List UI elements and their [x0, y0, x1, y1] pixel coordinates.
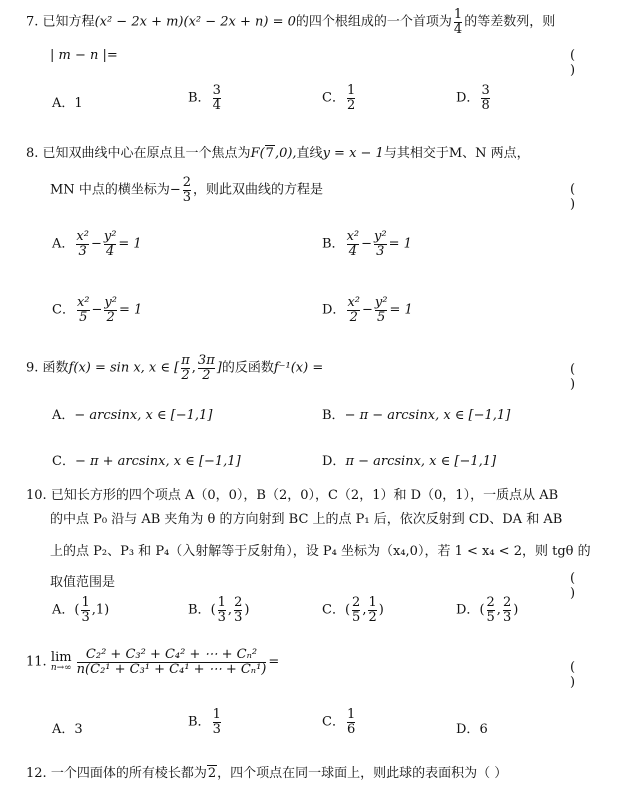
question-text: 已知方程 — [42, 14, 95, 30]
fraction: $\frac{2}{3}$ — [182, 175, 192, 205]
option-d: D．π − arcsinx, x ∈ [−1,1] — [322, 454, 497, 469]
numerator: 1 — [453, 7, 463, 22]
option-c: C． $\frac{1}{6}$ — [322, 707, 356, 737]
answer-parentheses: ( ) — [570, 182, 600, 212]
question-text: 上的点 P₂、P₃ 和 P₄（入射解等于反射角），设 P₄ 坐标为（x₄,0），若 1 < x₄ < 2，则 tgθ 的 — [50, 544, 591, 559]
answer-parentheses: ( ) — [570, 571, 600, 601]
question-number: 10. — [26, 488, 47, 503]
question-number: 7. — [26, 14, 39, 30]
option-a: A．1 — [52, 96, 83, 111]
option-b: B．( $\frac{1}{3}$ , $\frac{2}{3}$ ) — [188, 595, 250, 625]
question-text: | m − n |= — [50, 48, 118, 63]
function-def: f(x) = sin x, x ∈ [ — [68, 360, 180, 376]
question-text: 的中点 P₀ 沿与 AB 夹角为 θ 的方向射到 BC 上的点 P₁ 后，依次反射到 CD、DA 和 AB — [50, 512, 563, 527]
option-d: D． $\frac{3}{8}$ — [456, 83, 490, 113]
question-number: 9. — [26, 360, 39, 376]
option-a: A．− arcsinx, x ∈ [−1,1] — [52, 408, 213, 423]
equation: (x² − 2x + m)(x² − 2x + n) = 0 — [94, 14, 296, 30]
limit-operator: lim n→∞ — [50, 650, 72, 674]
option-c: C． $\frac{\text{x²}}{5}$ − $\frac{\text{y²}}{2}$ = 1 — [52, 295, 143, 325]
option-a: A． $\frac{\text{x²}}{3}$ − $\frac{\text{y²}}{4}$ = 1 — [52, 229, 142, 259]
limit-fraction: $\frac{\text{C₂² + C₃² + C₄² + ⋯ + Cₙ²}}{\text{n(C₂¹ + C₃¹ + C₄¹ + ⋯ + Cₙ¹)}}$ — [76, 647, 267, 677]
option-b: B． $\frac{\text{x²}}{4}$ − $\frac{\text{y²}}{3}$ = 1 — [322, 229, 412, 259]
answer-parentheses: ( ) — [570, 48, 600, 78]
option-b: B．− π − arcsinx, x ∈ [−1,1] — [322, 408, 511, 423]
question-number: 11. — [26, 654, 47, 670]
option-d: D．( $\frac{2}{5}$ , $\frac{2}{3}$ ) — [456, 595, 519, 625]
option-d: D．6 — [456, 722, 488, 737]
question-text: 的等差数列，则 — [464, 14, 556, 30]
question-text: 取值范围是 — [50, 575, 116, 590]
exam-page: 7. 已知方程(x² − 2x + m)(x² − 2x + n) = 0的四个根组成的一个首项为 $\frac{1}{4}$ 的等差数列，则 | m − n |= ( ) A．1 B． $\frac{3}{4}$ C． $\frac{1}{2}$ D． $\frac{3}{8}$ 8. 已知双曲线中心在原点且一个焦点为F(7,0),直线y = x − 1与其相交于M、N 两点， MN 中点的横坐标为− $\frac{2}{3}$ ，则此双曲线的方程是 ( ) A． $\frac{\text{x²}}{3}$ − $\frac{\text{y²}}{4}$ = 1 B． $\frac{\text{x²}}{4}$ − $\frac{\text{y²}}{3}$ = 1 C． $\frac{\text{x²}}{5}$ − $\frac{\text{y²}}{2}$ = 1 D． $\frac{\text{x²}}{2}$ − $\frac{\text{y²}}{5}$ = 1 9. 函数f(x) = sin x, x ∈ [ $\frac{\pi}{2}$ , $\frac{3\pi}{2}$ ]的反函数f⁻¹(x) = ( ) A．− arcsinx, x ∈ [−1,1] B．− π − arcsinx, x ∈ [−1,1] C．− π + arcsinx, x ∈ [−1,1] D．π − arcsinx, x ∈ [−1,1] 10. 已知长方形的四个项点 A（0，0），B（2，0），C（2，1）和 D（0，1），一质点从 AB 的中点 P₀ 沿与 AB 夹角为 θ 的方向射到 BC 上的点 P₁ 后，依次反射到 CD、DA 和 AB 上的点 P₂、P₃ 和 P₄（入射解等于反射角），设 P₄ 坐标为（x₄,0），若 1 < x₄ < 2，则 tgθ 的 取值范围是 ( ) A．( $\frac{1}{3}$ ,1) B．( $\frac{1}{3}$ , $\frac{2}{3}$ ) C．( $\frac{2}{5}$ , $\frac{1}{2}$ ) D．( $\frac{2}{5}$ , $\frac{2}{3}$ ) 11. lim n→∞ $\frac{\text{C₂² + C₃² + C₄² + ⋯ + Cₙ²}}{\text{n(C₂¹ + C₃¹ + C₄¹ + ⋯ + Cₙ¹)}}$ = ( ) A．3 B． $\frac{1}{3}$ C． $\frac{1}{6}$ D．6 12. 一个四面体的所有棱长都为2，四个项点在同一球面上，则此球的表面积为（ ） — [0, 0, 640, 806]
question-number: 12. — [26, 766, 47, 781]
option-d: D． $\frac{\text{x²}}{2}$ − $\frac{\text{y²}}{5}$ = 1 — [322, 295, 413, 325]
fraction — [454, 8, 462, 36]
question-number: 8. — [26, 146, 39, 161]
denominator: 4 — [453, 21, 463, 37]
option-b: B． $\frac{3}{4}$ — [188, 83, 221, 113]
option-c: C．− π + arcsinx, x ∈ [−1,1] — [52, 454, 241, 469]
square-root: 7 — [265, 146, 274, 161]
inverse-function: f⁻¹(x) = — [273, 360, 324, 376]
answer-parentheses: ( ) — [570, 362, 600, 392]
question-text: 的四个根组成的一个首项为 — [295, 14, 452, 30]
option-a: A．3 — [52, 722, 83, 737]
answer-parentheses: ( ) — [570, 660, 600, 690]
square-root: 2 — [207, 766, 217, 781]
option-c: C．( $\frac{2}{5}$ , $\frac{1}{2}$ ) — [322, 595, 384, 625]
option-b: B． $\frac{1}{3}$ — [188, 707, 221, 737]
option-a: A．( $\frac{1}{3}$ ,1) — [52, 595, 110, 625]
line-equation: y = x − 1 — [322, 146, 384, 161]
option-c: C． $\frac{1}{2}$ — [322, 83, 356, 113]
